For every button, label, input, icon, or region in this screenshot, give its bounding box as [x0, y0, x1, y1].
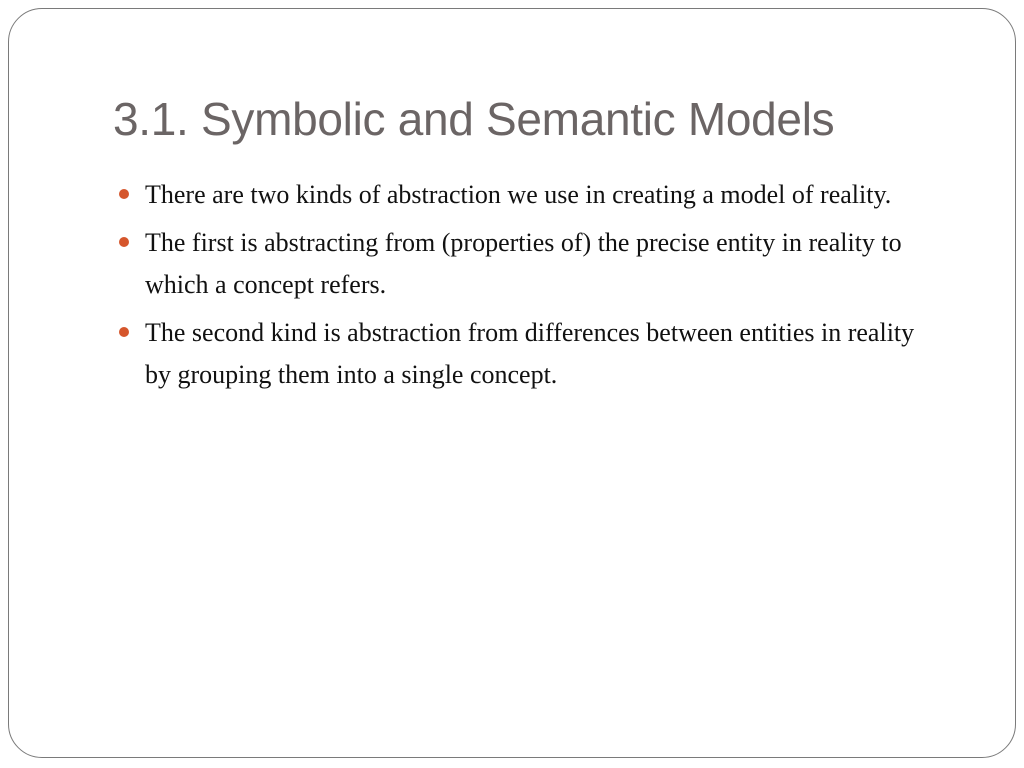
bullet-text: The first is abstracting from (properties of) the precise entity in reality to which a concept refers. — [145, 228, 902, 299]
bullet-dot-icon — [119, 237, 129, 247]
bullet-item — [117, 174, 945, 216]
bullet-dot-icon — [119, 189, 129, 199]
slide-title: 3.1. Symbolic and Semantic Models — [113, 93, 835, 145]
bullet-list — [117, 174, 945, 402]
slide-frame — [8, 8, 1016, 758]
bullet-item — [117, 222, 945, 306]
bullet-dot-icon — [119, 327, 129, 337]
bullet-item — [117, 312, 945, 396]
bullet-text: There are two kinds of abstraction we use in creating a model of reality. — [145, 180, 892, 209]
bullet-text: The second kind is abstraction from differences between entities in reality by grouping them into a single concept. — [145, 318, 915, 389]
